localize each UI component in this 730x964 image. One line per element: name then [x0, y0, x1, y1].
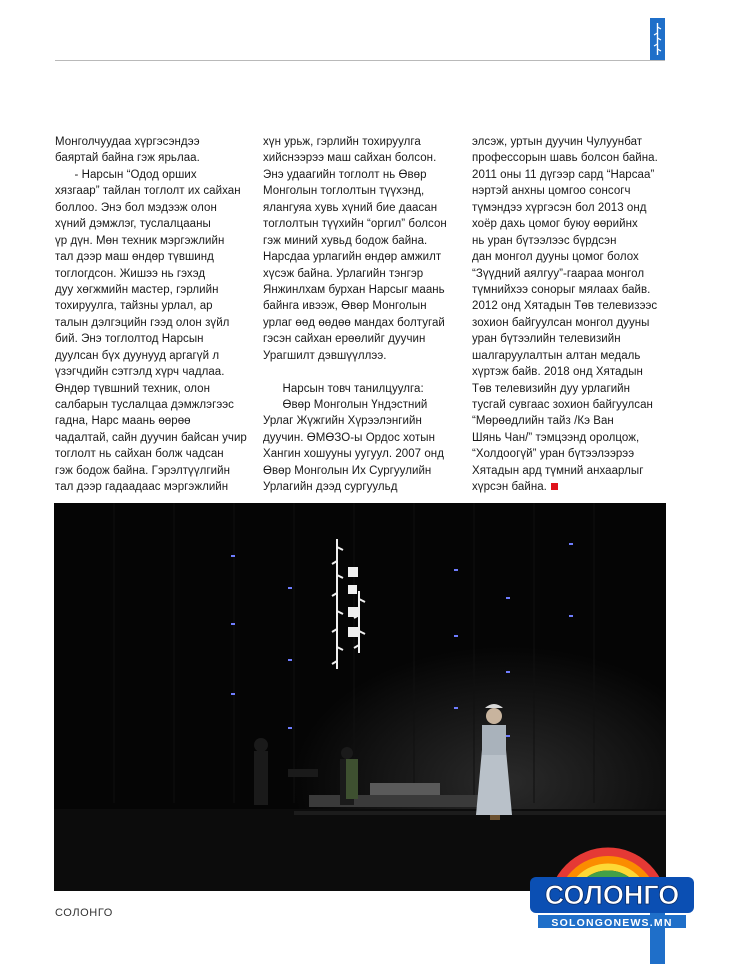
text-line: тоглолт нь сайхан болж чадсан: [55, 448, 224, 461]
text-line: нэртэй анхны цомгоо сонсогч: [472, 185, 631, 198]
text-line: Энэ удаагийн тоглолт нь Өвөр: [263, 168, 427, 181]
article-body: [55, 134, 667, 494]
text-line: Шянь Чан/” тэмцээнд оролцож,: [472, 431, 640, 444]
text-line: “Холдоогүй” уран бүтээлээрээ: [472, 448, 635, 461]
text-line-last: [472, 479, 672, 495]
subheading-line: Нарсын товч танилцуулга:: [263, 382, 424, 395]
text-line: дуулсан бүх дуунууд аргагүй л: [55, 349, 220, 362]
text-line: хийснээрээ маш сайхан болсон.: [263, 152, 437, 165]
text-line: баяртай байна гэж ярьлаа.: [55, 152, 200, 165]
text-line: Урлаг Жүжгийн Хүрээлэнгийн: [263, 415, 422, 428]
rainbow-logo-graphic: [528, 822, 698, 937]
text-line: Хангин хошууны уугуул. 2007 онд: [263, 448, 444, 461]
header-rule: [55, 60, 665, 61]
text-line: 2012 онд Хятадын Төв телевизээс: [472, 300, 658, 313]
text-line: нь уран бүтээлээс бүрдсэн: [472, 234, 617, 247]
text-line: талын дэлгэцийн гээд олон зүйл: [55, 316, 230, 329]
text-line: үзэгчдийн сэтгэлд хүрч чадлаа.: [55, 366, 225, 379]
text-line: гэж бодож байна. Гэрэлтүүлгийн: [55, 464, 231, 477]
text-line: Урагшилт дэвшүүллээ.: [263, 349, 387, 362]
magazine-footer-name: СОЛОНГО: [55, 907, 113, 919]
text-line: тусгай сувгаас зохион байгуулсан: [472, 399, 653, 411]
text-line: хүний дэмжлэг, туслалцааны: [55, 218, 211, 231]
text-line: урлаг өөд өөдөө мандах болтугай: [263, 316, 445, 329]
text-line: Урлагийн дээд сургуульд: [263, 481, 398, 494]
text-line: Өндөр түвшний техник, олон: [55, 382, 210, 395]
text-line: - Нарсын “Одод орших: [55, 168, 197, 181]
text-line: тоглолтын түүхийн “оргил” болсон: [263, 218, 447, 231]
text-line: Төв телевизийн дуу урлагийн: [472, 382, 631, 395]
text-line: хүртэж байв. 2018 онд Хятадын: [472, 366, 643, 379]
text-line: чадалтай, сайн дуучин байсан учир: [55, 431, 247, 444]
text-line: Нарсдаа урлагийн өндөр амжилт: [263, 251, 442, 264]
text-line: түмнийхээ сонорыг мялаах байв.: [472, 283, 651, 296]
text-line: Өвөр Монголын Үндэстний: [263, 399, 428, 411]
text-line: Янжинлхам бурхан Нарсыг маань: [263, 283, 445, 296]
text-line: тал дээр маш өндөр түвшинд: [55, 251, 214, 264]
text-line: хүсэж байна. Урлагийн тэнгэр: [263, 267, 424, 280]
article-column-1: [55, 134, 251, 496]
text-line: хязгаар” тайлан тоглолт их сайхан: [55, 185, 241, 198]
mongolian-script-tab-label: [652, 22, 663, 56]
text-line: бий. Энэ тоглолтод Нарсын: [55, 333, 204, 346]
text-line: Хятадын ард түмний анхаарлыг: [472, 464, 644, 477]
text-line: Монголчуудаа хүргэсэндээ: [55, 136, 200, 148]
text-line: шалгаруулалтын алтан медаль: [472, 349, 641, 362]
text-line: уран бүтээлийн телевизийн: [472, 333, 621, 346]
text-line: гэж миний хувьд бодож байна.: [263, 234, 428, 247]
text-line: боллоо. Энэ бол мэдээж олон: [55, 201, 217, 214]
text-line: Өвөр Монголын Их Сургуулийн: [263, 464, 432, 477]
text-line: гэсэн сайхан ерөөлийг дуучин: [263, 333, 426, 346]
text-line: Монголын тоглолтын түүхэнд,: [263, 185, 425, 198]
section-tab: [650, 18, 665, 60]
text-line: тохируулга, тайзны урлал, ар: [55, 300, 213, 313]
text-line: тоглогдсон. Жишээ нь гэхэд: [55, 267, 206, 280]
text-line: байнга ивээж, Өвөр Монголын: [263, 300, 427, 313]
logo-title: СОЛОНГО: [544, 880, 680, 910]
text-line: элсэж, уртын дуучин Чулуунбат: [472, 136, 643, 148]
text-line: хоёр дахь цомог буюу өөрийнх: [472, 218, 638, 231]
text-line: гадна, Нарс маань өөрөө: [55, 415, 191, 428]
logo-site: SOLONGONEWS.MN: [551, 917, 673, 929]
text-line: салбарын туслалцаа дэмжлэгээс: [55, 399, 234, 411]
text-line: тал дээр гадаадаас мэргэжлийн: [55, 481, 229, 494]
text-line: үр дүн. Мөн техник мэргэжлийн: [55, 234, 225, 247]
article-column-2: [263, 134, 463, 496]
text-line: “Мөрөөдлийн тайз /Кэ Ван: [472, 415, 614, 428]
text-line: дан монгол дууны цомог болох: [472, 251, 639, 264]
text-line: профессорын шавь болсон байна.: [472, 152, 658, 165]
text-line: дуучин. ӨМӨЗО-ы Ордос хотын: [263, 431, 436, 444]
text-line: зохион байгуулсан монгол дууны: [472, 316, 650, 329]
article-column-3: [472, 134, 672, 496]
text-line: [263, 364, 463, 380]
text-line-last-text: хүрсэн байна.: [472, 481, 547, 494]
text-line: түмэндээ хүргэсэн бол 2013 онд: [472, 201, 647, 214]
text-line: 2011 оны 11 дүгээр сард “Нарсаа”: [472, 168, 655, 181]
text-line: “Зүүдний аялгуу”-гаараа монгол: [472, 267, 645, 280]
article-end-mark: [551, 483, 558, 490]
text-line: дуу хөгжмийн мастер, гэрлийн: [55, 283, 219, 296]
text-line: ялангуяа хувь хүний бие даасан: [263, 201, 438, 214]
text-line: хүн урьж, гэрлийн тохируулга: [263, 136, 421, 148]
solongo-logo: [528, 822, 698, 937]
